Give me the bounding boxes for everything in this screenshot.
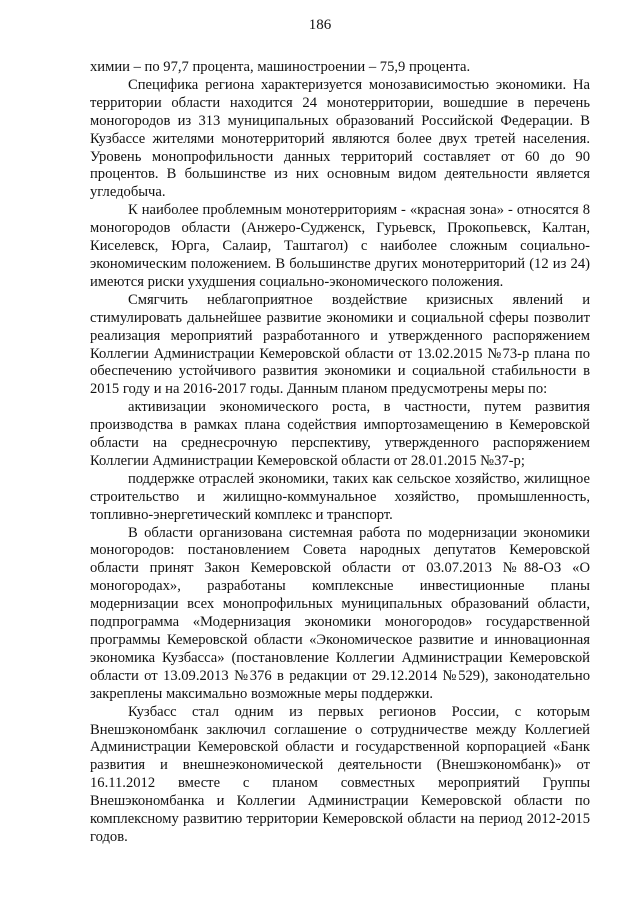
paragraph-8: Кузбасс стал одним из первых регионов России, с которым Внешэкономбанк заключил соглашение о сотрудничестве между Коллегией Администрации Кемеровской области и государственной корпорацией «Банк развития и внешнеэкономической деятельности (Внешэкономбанк)» от 16.11.2012 вместе с планом совместных мероприятий Группы Внешэкономбанка и Коллегии Администрации Кемеровской области по комплексному развитию территории Кемеровской области на период 2012-2015 годов. xyxy=(90,703,590,845)
document-body xyxy=(90,59,590,847)
paragraph-4: Смягчить неблагоприятное воздействие кризисных явлений и стимулировать дальнейшее развитие экономики и социальной сферы позволит реализация мероприятий разработанного и утвержденного распоряжением Коллегии Администрации Кемеровской области от 13.02.2015 №73-р плана по обеспечению устойчивого развития экономики и социальной стабильности в 2015 году и на 2016-2017 годы. Данным планом предусмотрены меры по: xyxy=(90,291,590,398)
paragraph-7: В области организована системная работа по модернизации экономики моногородов: постановлением Совета народных депутатов Кемеровской области принят Закон Кемеровской области от 03.07.2013 №88-ОЗ «О моногородах», разработаны комплексные инвестиционные планы модернизации всех монопрофильных муниципальных образований области, подпрограмма «Модернизация экономики моногородов» государственной программы Кемеровской области «Экономическое развитие и инновационная экономика Кузбасса» (постановление Коллегии Администрации Кемеровской области от 13.09.2013 №376 в редакции от 29.12.2014 №529), законодательно закреплены максимально возможные меры поддержки. xyxy=(90,524,590,702)
paragraph-3: К наиболее проблемным монотерриториям - «красная зона» - относятся 8 моногородов области (Анжеро-Судженск, Гурьевск, Прокопьевск, Калтан, Киселевск, Юрга, Салаир, Таштагол) с наиболее сложным социально-экономическим положением. В большинстве других монотерриторий (12 из 24) имеются риски ухудшения социально-экономического положения. xyxy=(90,202,590,290)
paragraph-1: химии – по 97,7 процента, машиностроении – 75,9 процента. xyxy=(90,59,471,75)
paragraph-2: Специфика региона характеризуется монозависимостью экономики. На территории области находится 24 монотерритории, вошедшие в перечень моногородов из 313 муниципальных образований Российской Федерации. В Кузбассе жителями монотерриторий являются более двух третей населения. Уровень монопрофильности данных территорий составляет от 60 до 90 процентов. В большинстве из них основным видом деятельности является угледобыча. xyxy=(90,76,590,201)
paragraph-6: поддержке отраслей экономики, таких как сельское хозяйство, жилищное строительство и жилищно-коммунальное хозяйство, промышленность, топливно-энергетический комплекс и транспорт. xyxy=(90,470,590,523)
paragraph-5: активизации экономического роста, в частности, путем развития производства в рамках плана содействия импортозамещению в Кемеровской области на среднесрочную перспективу, утвержденного распоряжением Коллегии Администрации Кемеровской области от 28.01.2015 №37-р; xyxy=(90,399,590,469)
page-number: 186 xyxy=(308,17,332,33)
